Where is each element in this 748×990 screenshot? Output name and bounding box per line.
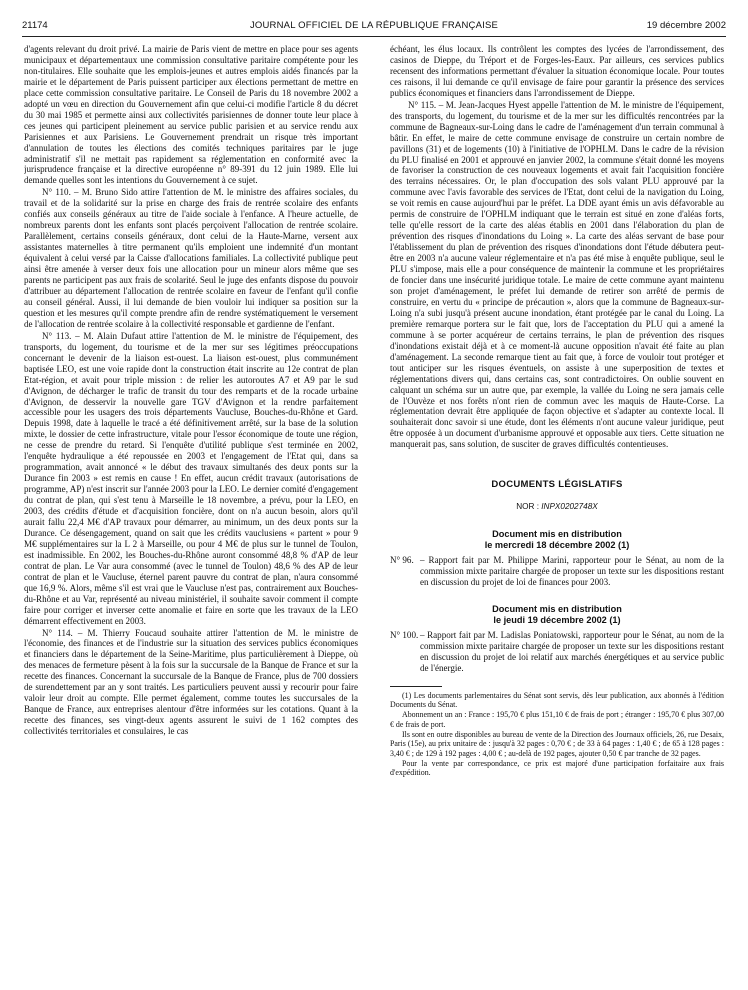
document-description: – Rapport fait par M. Philippe Marini, rapporteur pour le Sénat, au nom de la commission mixte paritaire chargée de proposer un texte sur les dispositions restant en discussion du projet de loi de finances pour 2003.	[420, 555, 724, 588]
question-110: N° 110. – M. Bruno Sido attire l'attention de M. le ministre des affaires sociales, du travail et de la solidarité sur la prise en charge des frais de rentrée scolaire des enfants confiés aux conseils généraux au titre de l'aide sociale à l'enfance. A l'heure actuelle, de nombreux parents dont les enfants sont placés perçoivent l'allocation de rentrée scolaire. Parallèlement, certains conseils généraux, dont celui de la Haute-Marne, versent aux assistantes maternelles à titre permanent qu'ils emploient une indemnité d'un montant équivalent à celui versé par la Caisse d'allocations familiales. La collectivité publique peut ainsi être amenée à verser deux fois une allocation pour un mineur alors même que ses parents ne participent pas aux frais de scolarité. Seul le juge des enfants dispose du pouvoir d'attribuer au département l'allocation de rentrée scolaire en faveur de l'enfant qu'il confie au conseil général. Aussi, il lui demande de bien vouloir lui indiquer sa position sur la question et les mesures qu'il compte prendre afin de rendre systématiquement le versement de l'allocation de rentrée scolaire à la collectivité responsable et gardienne de l'enfant.	[24, 187, 358, 329]
distribution-heading-2-line2: le jeudi 19 décembre 2002 (1)	[493, 614, 621, 625]
question-114: N° 114. – M. Thierry Foucaud souhaite attirer l'attention de M. le ministre de l'économie, des finances et de l'industrie sur la situation des services publics économiques et financiers dans le département de la Seine-Maritime, plus particulièrement à Dieppe, où des menaces de fermeture pèsent à la fois sur la succursale de la Banque de France et sur la recette des finances. Concernant la succursale de la Banque de France, plus de 700 dossiers de surendettement par an y sont traités. Les particuliers peuvent aussi y recourir pour faire valoir leur droit au compte. Elle permet également, comme toutes les succursales de la Banque de France, aux entreprises alentour d'être informées sur les cotations. Quant à la recette des finances, ses vingt-deux agents assurent le suivi de 1 162 comptes des collectivités territoriales et consulaires, le cas	[24, 627, 358, 737]
issue-date: 19 décembre 2002	[646, 20, 726, 31]
nor-reference	[390, 502, 724, 513]
page-number: 21174	[22, 20, 48, 31]
document-number: N° 100.	[390, 630, 419, 641]
section-title: DOCUMENTS LÉGISLATIFS	[491, 479, 623, 491]
paragraph-continuation: d'agents relevant du droit privé. La mairie de Paris vient de mettre en place pour ses agents municipaux et départementaux une commission consultative paritaire compétente pour les non-titulaires. Elle souhaite que les emplois-jeunes et autres emplois aidés financés par la mairie et le département de Paris puissent participer aux élections permettant de mettre en place cette commission consultative paritaire. Le Conseil de Paris du 18 novembre 2002 a adopté un vœu en direction du Gouvernement afin que celui-ci modifie l'article 8 du décret du 30 mai 1985 et permette ainsi aux collectivités parisiennes de donner toute leur place à ces jeunes qui participent pleinement au service public parisien et au service rendu aux Parisiennes et aux Parisiens. Le Gouvernement prendrait un risque très important d'annulation de toutes les élections des comités techniques paritaires par le juge administratif s'il ne mettait pas rapidement sa réglementation en conformité avec la jurisprudence française et la directive européenne n° 89-391 du 12 juin 1989. Elle lui demande quelles sont les intentions du Gouvernement à ce sujet.	[24, 44, 358, 186]
footnote-rule	[390, 686, 442, 687]
footnote-mail-order: Pour la vente par correspondance, ce prix est majoré d'une participation forfaitaire aux frais d'expédition.	[390, 758, 724, 778]
distribution-heading-2	[390, 604, 724, 625]
question-114-continuation: échéant, les élus locaux. Ils contrôlent les comptes des lycées de l'arrondissement, des casinos de Dieppe, du Tréport et de Forges-les-Eaux. Par ailleurs, ces services publics recensent des informations permettant d'évaluer la situation économique locale. Pour toutes ces raisons, il lui demande ce qu'il envisage de faire pour garantir la présence des services publics économiques et financiers dans l'arrondissement de Dieppe.	[390, 44, 724, 98]
distribution-heading-1-line2: le mercredi 18 décembre 2002 (1)	[484, 539, 630, 550]
footnote-prices: Ils sont en outre disponibles au bureau de vente de la Direction des Journaux officiels, 26, rue Desaix, Paris (15e), au prix unitaire de : jusqu'à 32 pages : 0,70 € ; de 33 à 64 pages : 1,40 € ; de 65 à 128 pages : 3,40 € ; de 129 à 192 pages : 4,00 € ; au-delà de 192 pages, ajouter 0,50 € par tranche de 32 pages.	[390, 730, 724, 758]
right-column	[390, 44, 724, 974]
footnote-1: (1) Les documents parlementaires du Sénat sont servis, dès leur publication, aux abonnés à l'édition Documents du Sénat.	[390, 690, 724, 710]
nor-label: NOR :	[516, 502, 542, 512]
nor-code: INPX0202748X	[541, 502, 598, 512]
distribution-heading-2-line1: Document mis en distribution	[492, 604, 622, 615]
question-115: N° 115. – M. Jean-Jacques Hyest appelle l'attention de M. le ministre de l'équipement, des transports, du logement, du tourisme et de la mer sur les difficultés rencontrées par la commune de Bagneaux-sur-Loing dans le cadre de l'aménagement d'un terrain communal à bâtir. En effet, le maire de cette commune envisage de construire un certain nombre de pavillons (31) et de logements (10) à l'initiative de l'OPHLM. Dans le cadre de la révision du PLU finalisé en 2001 et approuvé en janvier 2002, la commune s'était donné les moyens de favoriser la construction de ces nouveaux logements et avait fait l'acquisition foncière des terrains nécessaires. Or, le plan d'occupation des sols valant PLU approuvé par la commune avec l'avis favorable des services de l'Etat, dont celui de la navigation du Loing, se voit remis en cause aujourd'hui par le préfet. La DDE ayant émis un avis défavorable au permis de construire de l'OPHLM indiquant que le terrain est situé en zone d'aléas forts, telle qu'elle ressort de la carte des aléas établis en 2001 dans l'élaboration du plan de prévention des risques d'inondations du Loing ». La carte des aléas servant de base pour l'établissement du plan de prévention des risques d'inondations dont l'étude débutera peut-être en 2003 n'a aucune valeur réglementaire et n'a pas été mise à enquête publique, seul le PLU s'impose, mais elle a pour conséquence de maintenir la commune et les propriétaires de foncier dans une insécurité juridique totale. Le maire de cette commune ayant maintenu son projet d'aménagement, le préfet lui demande de retirer son arrêté de permis de construire, en vertu du « principe de précaution », alors que la commune de Bagneaux-sur-Loing n'a subi jusqu'à présent aucune inondation, étant protégée par le canal du Loing. La première remarque portera sur le fait que, lors de l'acceptation du PLU qui a amené la commune à se porter acquéreur de certains terrains, le plan de prévention des risques d'inondations existait déjà et à ce moment-là aucune opposition n'avait été faite au plan d'aménagement. La seconde remarque tient au fait que, à force de vouloir tout protéger et tout anticiper sur les risques éventuels, on assiste à une superposition de textes et réglementations divers qui, dans certains cas, sont contradictoires. On oublie souvent en calquant un schéma sur un autre que, par exemple, la vallée du Loing ne sera jamais celle de l'Ouvèze et nos forêts n'ont rien de commun avec les maquis de Haute-Corse. La réglementation devrait être appliquée de façon objective et s'adapter au contexte local. Il souhaiterait donc savoir si une étude, dont les éléments n'ont aucune valeur juridique, peut être opposée à un document d'urbanisme approuvé et opposable aux tiers. Cette situation ne manquerait pas, sans solution, de susciter de graves difficultés contentieuses.	[390, 99, 724, 450]
document-item-96	[390, 555, 724, 588]
document-description: – Rapport fait par M. Ladislas Poniatowski, rapporteur pour le Sénat, au nom de la commission mixte paritaire chargée de proposer un texte sur les dispositions restant en discussion du projet de loi relatif aux marchés énergétiques et au service public de l'énergie.	[420, 630, 724, 673]
distribution-heading-1-line1: Document mis en distribution	[492, 529, 622, 540]
journal-title: JOURNAL OFFICIEL DE LA RÉPUBLIQUE FRANÇAISE	[249, 20, 499, 31]
page-header	[22, 20, 726, 37]
question-113: N° 113. – M. Alain Dufaut attire l'attention de M. le ministre de l'équipement, des transports, du logement, du tourisme et de la mer sur ses légitimes préoccupations concernant le devenir de la liaison est-ouest. La liaison est-ouest, plus communément baptisée LEO, est une voie rapide dont la construction était inscrite au 12e contrat de plan Etat-région, et avait pour triple mission : de relier les autoroutes A7 et A9 par le sud d'Avignon, de décharger le trafic de transit du tour des remparts et de la rocade urbaine d'Avignon, de desservir la nouvelle gare TGV d'Avignon et la rendre parfaitement accessible pour les usagers des trois départements Vaucluse, Bouches-du-Rhône et Gard. Depuis 1998, date à laquelle le tracé a été définitivement arrêté, sur la base de la solution mixte, le dossier de cette infrastructure, vitale pour l'essor économique de toute une région, ne cesse de prendre du retard. Si l'enquête d'utilité publique s'est terminée en 2002, l'enquête hydraulique a été repoussée en 2003 et l'engagement de l'Etat qui, dans sa programmation, avait annoncé « le début des travaux simultanés des deux ponts sur la Durance fin 2003 » est remis en cause ! En effet, aucun crédit travaux (autorisations de programme, AP) n'est inscrit sur l'année 2003 pour la LEO. Le dernier comité d'engagement du contrat de plan, qui s'est tenu à Marseille le 18 novembre, a prévu, pour la LEO, en 2003, des crédits d'étude et d'acquisition foncière, dont on n'a aucun besoin, alors qu'il aurait fallu 22,4 M€ d'AP travaux pour démarrer, au minimum, un des deux ponts sur la Durance. Ce désengagement, quand on sait que les crédits vauclusiens « partent » pour 9 M€ supplémentaires sur la L 2 à Marseille, ou pour 4 M€ de plus sur le tunnel de Toulon, est inadmissible. En 2002, les Bouches-du-Rhône auront consommé 48,8 % d'AP de leur contrat de plan. Le Var aura consommé (avec le tunnel de Toulon) 48,6 % des AP de leur contrat de plan et le Vaucluse, éternel parent pauvre du contrat de plan, n'aura consommé que 16,9 %. Alors, même s'il est vrai que le Vaucluse n'est pas, contrairement aux Bouches-du-Rhône et au Var, représenté au niveau ministériel, il souhaite savoir comment il compte faire pour corriger et inverser cette anomalie et faire en sorte que les travaux de la LEO démarrent effectivement en 2003.	[24, 330, 358, 626]
footnote-subscription: Abonnement un an : France : 195,70 € plus 151,10 € de frais de port ; étranger : 195,70 € plus 307,00 € de frais de port.	[390, 710, 724, 729]
footnotes	[390, 691, 724, 778]
document-number: N° 96.	[390, 555, 414, 566]
document-item-100	[390, 630, 724, 674]
left-column	[24, 44, 358, 974]
distribution-heading-1	[390, 529, 724, 550]
